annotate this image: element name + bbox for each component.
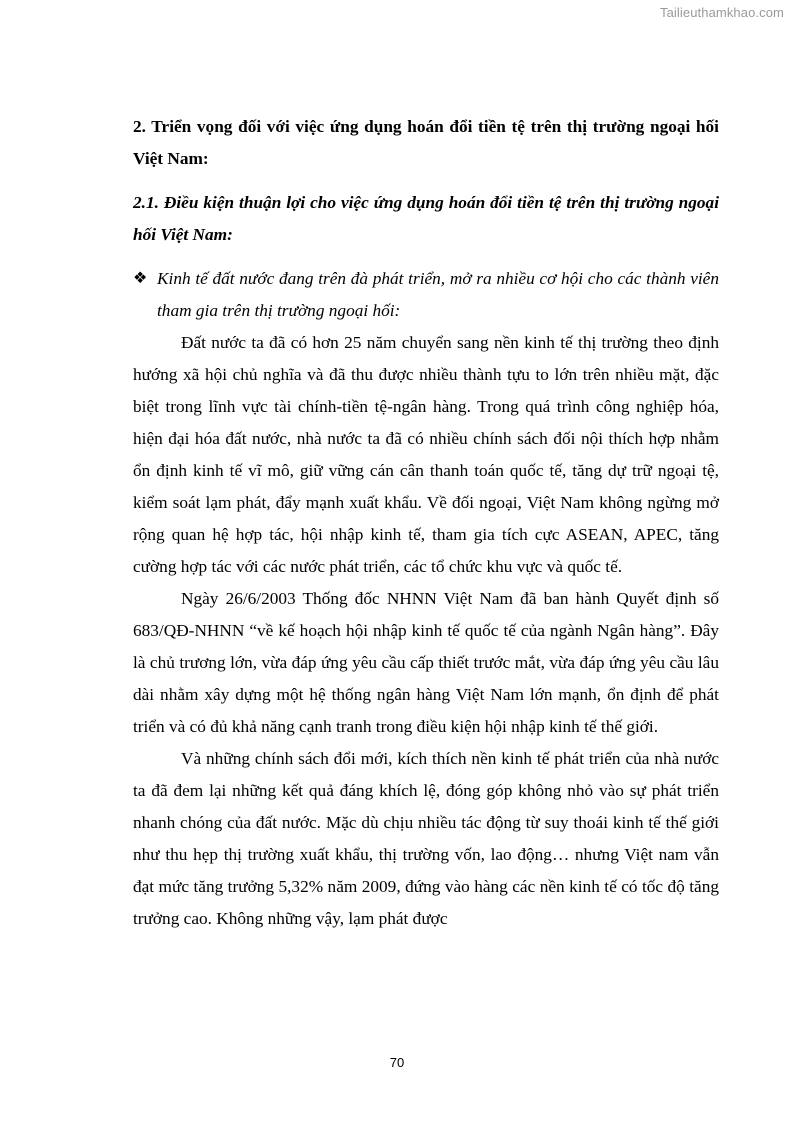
document-body — [133, 111, 719, 935]
bullet-item — [133, 263, 719, 327]
diamond-bullet-icon: ❖ — [133, 270, 148, 287]
section-heading: 2. Triển vọng đối với việc ứng dụng hoán đổi tiền tệ trên thị trường ngoại hối Việt Nam: — [133, 117, 719, 168]
watermark: Tailieuthamkhao.com — [659, 5, 784, 20]
page-number: 70 — [389, 1055, 405, 1070]
paragraph-3: Và những chính sách đổi mới, kích thích nền kinh tế phát triển của nhà nước ta đã đem lại những kết quả đáng khích lệ, đóng góp không nhỏ vào sự phát triển nhanh chóng của đất nước. Mặc dù chịu nhiều tác động từ suy thoái kinh tế thế giới như thu hẹp thị trường xuất khẩu, thị trường vốn, lao động… nhưng Việt nam vẫn đạt mức tăng trưởng 5,32% năm 2009, đứng vào hàng các nền kinh tế có tốc độ tăng trưởng cao. Không những vậy, lạm phát được — [133, 749, 719, 928]
subsection-heading: 2.1. Điều kiện thuận lợi cho việc ứng dụng hoán đổi tiền tệ trên thị trường ngoại hối Việt Nam: — [133, 193, 719, 244]
paragraph-2: Ngày 26/6/2003 Thống đốc NHNN Việt Nam đã ban hành Quyết định số 683/QĐ-NHNN “về kế hoạch hội nhập kinh tế quốc tế của ngành Ngân hàng”. Đây là chủ trương lớn, vừa đáp ứng yêu cầu cấp thiết trước mắt, vừa đáp ứng yêu cầu lâu dài nhằm xây dựng một hệ thống ngân hàng Việt Nam lớn mạnh, ổn định để phát triển và có đủ khả năng cạnh tranh trong điều kiện hội nhập kinh tế thế giới. — [133, 589, 719, 736]
bullet-text: Kinh tế đất nước đang trên đà phát triển, mở ra nhiều cơ hội cho các thành viên tham gia trên thị trường ngoại hối: — [157, 269, 719, 320]
paragraph-1: Đất nước ta đã có hơn 25 năm chuyển sang nền kinh tế thị trường theo định hướng xã hội chủ nghĩa và đã thu được nhiều thành tựu to lớn trên nhiều mặt, đặc biệt trong lĩnh vực tài chính-tiền tệ-ngân hàng. Trong quá trình công nghiệp hóa, hiện đại hóa đất nước, nhà nước ta đã có nhiều chính sách đối nội thích hợp nhằm ổn định kinh tế vĩ mô, giữ vững cán cân thanh toán quốc tế, tăng dự trữ ngoại tệ, kiểm soát lạm phát, đẩy mạnh xuất khẩu. Về đối ngoại, Việt Nam không ngừng mở rộng quan hệ hợp tác, hội nhập kinh tế, tham gia tích cực ASEAN, APEC, tăng cường hợp tác với các nước phát triển, các tổ chức khu vực và quốc tế. — [133, 333, 719, 576]
